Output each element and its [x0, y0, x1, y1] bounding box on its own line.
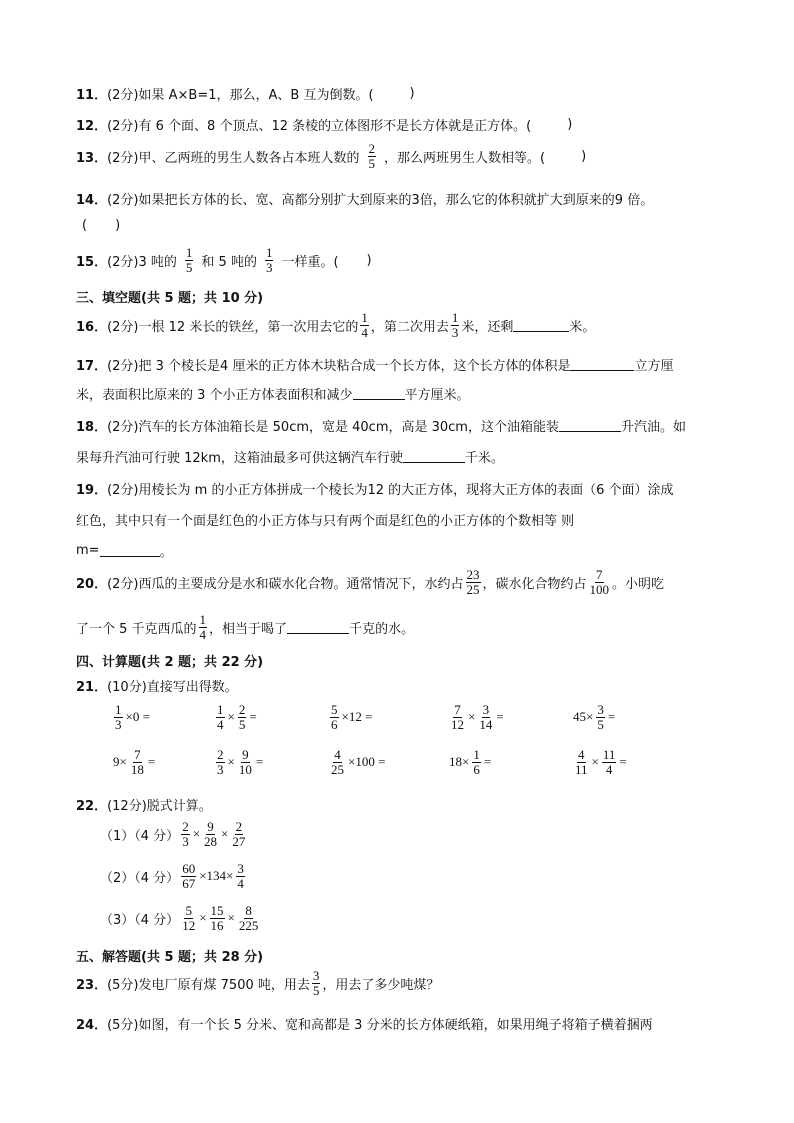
answer-paren-close: ) [366, 252, 372, 268]
question-17-line-2 [76, 384, 470, 403]
answer-blank[interactable] [513, 319, 569, 332]
question-text: 。小明吃 [612, 576, 665, 592]
question-19-line-3 [76, 541, 173, 560]
question-23 [76, 969, 439, 997]
question-text: 千克的水。 [349, 621, 415, 637]
question-text: 米，表面积比原来的 3 个小正方体表面积和减少 [76, 388, 353, 403]
question-24 [76, 1014, 653, 1033]
question-text: 西瓜的主要成分是水和碳水化合物。通常情况下，水约占 [138, 576, 464, 592]
fraction: $\frac{1}{5}$ [185, 245, 193, 275]
question-text: 3 吨的 [138, 254, 177, 270]
question-16 [76, 311, 595, 339]
q22-part-3: （3）（4 分） $\frac{5}{12}$ × $\frac{15}{16}$ × $\frac{8}{225}$ [100, 903, 259, 933]
question-number: 13． [76, 150, 108, 166]
question-number: 11． [76, 88, 108, 103]
question-17-line-1 [76, 355, 673, 374]
section-heading-3: 三、填空题(共 5 题；共 10 分) [76, 291, 264, 306]
answer-paren-close: ) [115, 218, 121, 233]
calc-item-1: $\frac{1}{3}$ ×0 = [115, 702, 150, 732]
question-score: (2分) [107, 193, 139, 208]
question-14-paren [82, 218, 120, 233]
question-number: 19． [76, 483, 108, 498]
question-text: ，第二次用去 [370, 319, 449, 335]
answer-paren-open: ( [82, 218, 88, 233]
question-19-line-1 [76, 479, 674, 498]
question-number: 14． [76, 193, 108, 208]
question-text: ，用去了多少吨煤？ [322, 977, 440, 993]
question-text: 如果 A×B=1，那么，A、B 互为倒数。( [138, 88, 374, 103]
question-text: 。 [159, 545, 173, 560]
question-score: (2分) [107, 150, 139, 166]
question-22 [76, 795, 212, 814]
question-18-line-2 [76, 447, 504, 466]
fraction: $\frac{1}{3}$ [451, 310, 459, 340]
calc-item-7: $\frac{2}{3}$ × $\frac{9}{10}$ = [217, 747, 264, 777]
question-score: (5分) [107, 1018, 139, 1033]
calc-item-5: 45× $\frac{3}{5}$ = [573, 702, 616, 732]
question-text: 汽车的长方体油箱长是 50cm，宽是 40cm，高是 30cm，这个油箱能装 [138, 420, 559, 435]
question-text: 如图，有一个长 5 分米、宽和高都是 3 分米的长方体硬纸箱，如果用绳子将箱子横着捆两 [138, 1018, 653, 1033]
answer-paren-close: ) [581, 148, 587, 164]
calc-item-10: $\frac{4}{11}$ × $\frac{11}{4}$ = [575, 747, 627, 777]
calc-item-8: $\frac{4}{25}$ ×100 = [331, 747, 386, 777]
fraction: $\frac{1}{4}$ [361, 310, 368, 340]
question-score: (10分) [107, 680, 147, 695]
question-text: ，碳水化合物约占 [482, 576, 587, 592]
question-score: (2分) [107, 88, 139, 103]
question-number: 18． [76, 420, 108, 435]
question-text: m= [76, 543, 100, 558]
answer-paren-close: ) [409, 86, 415, 101]
calc-item-4: $\frac{7}{12}$ × $\frac{3}{14}$ = [451, 702, 504, 732]
question-text: 平方厘米。 [404, 388, 470, 403]
question-13 [76, 142, 586, 170]
question-score: (2分) [107, 420, 139, 435]
question-score: (12分) [107, 799, 147, 814]
question-text: 把 3 个棱长是4 厘米的正方体木块粘合成一个长方体，这个长方体的体积是 [138, 359, 571, 374]
question-score: (2分) [107, 483, 139, 498]
question-score: (2分) [107, 254, 139, 270]
answer-blank[interactable] [287, 621, 349, 634]
question-text: ，相当于喝了 [209, 621, 288, 637]
question-number: 20． [76, 576, 108, 592]
question-text: 千米。 [464, 451, 504, 466]
answer-blank[interactable] [403, 450, 465, 463]
q22-part-1: （1）（4 分） $\frac{2}{3}$ × $\frac{9}{28}$ × $\frac{2}{27}$ [100, 819, 246, 849]
question-text: 发电厂原有煤 7500 吨，用去 [138, 977, 310, 993]
question-12 [76, 115, 572, 134]
fraction: $\frac{1}{4}$ [199, 612, 207, 642]
fraction: $\frac{2}{5}$ [368, 141, 376, 171]
question-20-line-2 [76, 613, 414, 641]
question-text: 米。 [569, 319, 596, 335]
fraction: $\frac{1}{3}$ [265, 245, 273, 275]
question-number: 22． [76, 799, 108, 814]
section-heading-4: 四、计算题(共 2 题；共 22 分) [76, 655, 264, 670]
section-heading-5: 五、解答题(共 5 题；共 28 分) [76, 950, 264, 965]
question-text: 脱式计算。 [146, 799, 212, 814]
question-number: 23． [76, 977, 108, 993]
question-text: 红色，其中只有一个面是红色的小正方体与只有两个面是红色的小正方体的个数相等 则 [76, 514, 575, 529]
question-number: 16． [76, 319, 108, 335]
question-number: 15． [76, 254, 108, 270]
question-text: 有 6 个面、8 个顶点、12 条棱的立体图形不是长方体就是正方体。( [138, 119, 532, 134]
question-21 [76, 676, 238, 695]
question-number: 24． [76, 1018, 108, 1033]
answer-blank[interactable] [570, 358, 634, 371]
question-text: 用棱长为 m 的小正方体拼成一个棱长为12 的大正方体，现将大正方体的表面（6 个面）涂成 [138, 483, 674, 498]
fraction: $\frac{3}{5}$ [312, 968, 320, 998]
fraction: $\frac{23}{25}$ [466, 567, 480, 597]
question-score: (5分) [107, 977, 139, 993]
calc-item-6: 9× $\frac{7}{18}$ = [113, 747, 156, 777]
q22-part-2: （2）（4 分） $\frac{60}{67}$ ×134× $\frac{3}{4}$ [100, 861, 244, 891]
question-text: 直接写出得数。 [146, 680, 238, 695]
fraction: $\frac{7}{100}$ [589, 567, 610, 597]
question-18-line-1 [76, 416, 686, 435]
question-text: 甲、乙两班的男生人数各占本班人数的 [138, 150, 360, 166]
question-text: 如果把长方体的长、宽、高都分别扩大到原来的3倍，那么它的体积就扩大到原来的9 倍。 [138, 193, 654, 208]
question-text: 和 5 吨的 [201, 254, 257, 270]
answer-blank[interactable] [100, 544, 160, 557]
question-19-line-2 [76, 510, 574, 529]
question-number: 17． [76, 359, 108, 374]
question-text: 了一个 5 千克西瓜的 [76, 621, 197, 637]
question-number: 21． [76, 680, 108, 695]
calc-item-2: $\frac{1}{4}$ × $\frac{2}{5}$ = [217, 702, 257, 732]
question-15 [76, 246, 372, 274]
question-text: 一根 12 米长的铁丝，第一次用去它的 [138, 319, 359, 335]
calc-item-9: 18× $\frac{1}{6}$ = [449, 747, 492, 777]
question-11 [76, 84, 415, 103]
question-text: 立方厘 [634, 359, 674, 374]
question-text: 升汽油。如 [620, 420, 686, 435]
question-score: (2分) [107, 319, 139, 335]
answer-blank[interactable] [559, 419, 621, 432]
question-20-line-1 [76, 568, 664, 596]
question-number: 12． [76, 119, 108, 134]
question-score: (2分) [107, 576, 139, 592]
answer-blank[interactable] [353, 387, 405, 400]
question-text: 一样重。( [281, 254, 339, 270]
question-14 [76, 189, 653, 208]
question-score: (2分) [107, 119, 139, 134]
question-text: 果每升汽油可行驶 12km，这箱油最多可供这辆汽车行驶 [76, 451, 403, 466]
question-text: ，那么两班男生人数相等。( [384, 150, 546, 166]
answer-paren-close: ) [567, 117, 573, 132]
question-score: (2分) [107, 359, 139, 374]
question-text: 米，还剩 [461, 319, 514, 335]
calc-item-3: $\frac{5}{6}$ ×12 = [331, 702, 373, 732]
